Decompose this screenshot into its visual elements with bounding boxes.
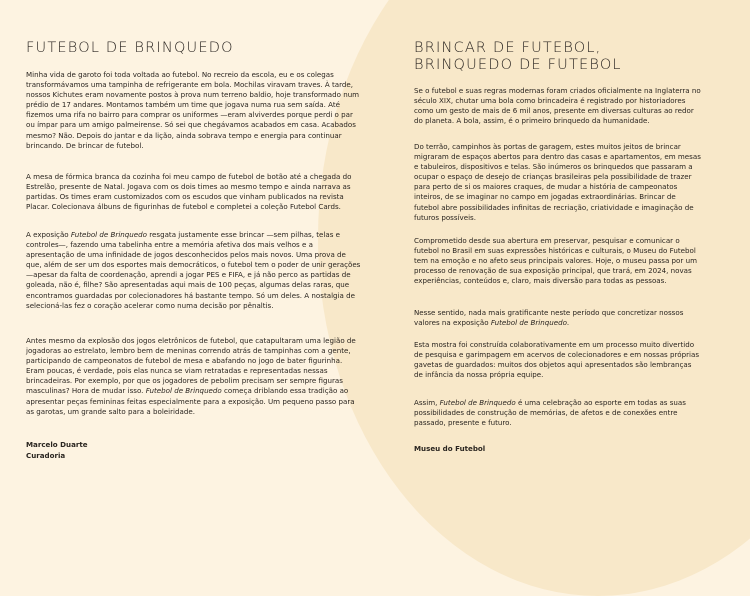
right-paragraph-5: Esta mostra foi construída colaborativamente em um processo muito divertido de pesquisa e garimpagem em acervos de colecionadores e em nossas próprias gavetas de guardados: muitos dos objetos aqui apresentados são lembranças de infância da nossa própria equipe. bbox=[414, 340, 700, 380]
exhibition-name: Futebol de Brinquedo bbox=[490, 318, 567, 328]
left-paragraph-2: A mesa de fórmica branca da cozinha foi meu campo de futebol de botão até a chegada do Estrelão, presente de Natal. Jogava com os dois times ao mesmo tempo e ainda narrava as partidas. Os times eram customizados com os escudos que vinham publicados na revista Placar. Colecionava álbuns de figurinhas de futebol e completei a coleção Futebol Cards. bbox=[26, 172, 352, 212]
right-paragraph-3: Comprometido desde sua abertura em preservar, pesquisar e comunicar o futebol no Brasil em suas expressões históricas e culturais, o Museu do Futebol tem na emoção e no afeto seus principais valores. Hoje, o museu passa por um processo de renovação de sua exposição principal, que trará, em 2024, novas experiências, conteúdos e, claro, mais diversão para todas as pessoas. bbox=[414, 236, 697, 286]
right-paragraph-2: Do terrão, campinhos às portas de garagem, estes muitos jeitos de brincar migraram de espaços abertos para dentro das casas e apartamentos, em mesas e tabuleiros, dispositivos e telas. São inúmeros os brinquedos que passaram a ocupar o espaço de desejo de crianças brasileiras pela possibilidade de trazer para perto de si os maiores craques, de mudar a história de campeonatos inteiros, de se imaginar no campo em jogadas extraordinárias. Brincar de futebol abre possibilidades infinitas de recriação, criatividade e imaginação de futuros possíveis. bbox=[414, 142, 701, 222]
left-paragraph-3: A exposição Futebol de Brinquedo resgata justamente esse brincar —sem pilhas, telas e controles—, fazendo uma tabelinha entre a memória afetiva dos mais velhos e a apresentação de uma infinidade de jogos desconhecidos pelos mais novos. Uma prova de que, além de ser um dos esportes mais democráticos, o futebol tem o poder de unir gerações —apesar da falta de coordenação, aprendi a jogar PES e FIFA, e já não perco as partidas de goleada, não é, filhe? São apresentadas aqui mais de 100 peças, algumas delas raras, que encontramos guardadas por colecionadores há bastante tempo. Só um deles. A nostalgia de selecioná-las fez o coração acelerar como numa decisão por pênaltis. bbox=[26, 230, 361, 310]
right-paragraph-1: Se o futebol e suas regras modernas foram criados oficialmente na Inglaterra no século XIX, chutar uma bola como brincadeira é registrado por historiadores como um gesto de mais de 6 mil anos, presente em diversas culturas ao redor do planeta. A bola, assim, é o primeiro brinquedo da humanidade. bbox=[414, 86, 701, 126]
exhibition-name: Futebol de Brinquedo bbox=[439, 398, 516, 407]
exhibition-name: Futebol de Brinquedo bbox=[145, 386, 222, 396]
signature-name: Museu do Futebol bbox=[414, 444, 486, 453]
left-paragraph-1: Minha vida de garoto foi toda voltada ao futebol. No recreio da escola, eu e os colegas transformávamos uma tampinha de refrigerante em bola. Mochilas viravam traves. À tarde, nossos Kichutes eram novamente postos à prova num terreno baldio, hoje transformado num prédio de 17 andares. Montamos também um time que jogava numa rua sem saída. Até fizemos uma rifa no bairro para comprar os uniformes —eram alviverdes porque perdi o par ou ímpar para um amigo palmeirense. Só sei que chegávamos acabados em casa. Acabados mesmo? Não. Depois do jantar e da lição, ainda sobrava tempo e energia para continuar brincando. De brincar de futebol. bbox=[26, 70, 360, 150]
left-title: FUTEBOL DE BRINQUEDO bbox=[26, 40, 234, 56]
exhibition-name: Futebol de Brinquedo bbox=[70, 230, 147, 239]
right-title: BRINCAR DE FUTEBOL, BRINQUEDO DE FUTEBOL bbox=[414, 40, 622, 73]
signature-name: Marcelo Duarte bbox=[26, 440, 88, 449]
signature-role: Curadoria bbox=[26, 451, 66, 460]
right-paragraph-6: Assim, Futebol de Brinquedo é uma celebração ao esporte em todas as suas possibilidades de construção de memórias, de afetos e de conexões entre passado, presente e futuro. bbox=[414, 398, 686, 428]
right-paragraph-4: Nesse sentido, nada mais gratificante neste período que concretizar nossos valores na exposição Futebol de Brinquedo. bbox=[414, 308, 684, 328]
left-paragraph-4: Antes mesmo da explosão dos jogos eletrônicos de futebol, que catapultaram uma legião de jogadoras ao estrelato, lembro bem de meninas correndo atrás de tampinhas com a gente, participando de campeonatos de futebol de mesa e abafando no jogo de bater figurinha. Eram poucas, é verdade, pois elas nunca se viam retratadas e representadas nessas brincadeiras. Por exemplo, por que os jogadores de pebolim precisam ser sempre figuras masculinas? Hora de mudar isso. Futebol de Brinquedo começa driblando essa tradição ao apresentar peças femininas feitas especialmente para a exposição. Um pequeno passo para as garotas, um grande salto para a boleiridade. bbox=[26, 336, 356, 416]
